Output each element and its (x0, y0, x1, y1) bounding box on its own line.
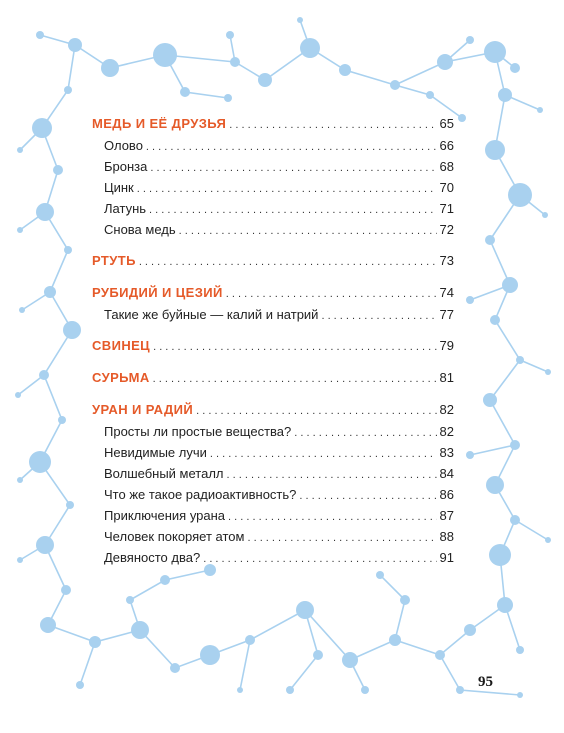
toc-item-entry (92, 445, 454, 466)
toc-item-page: 77 (439, 307, 454, 322)
toc-item-title: Латунь (104, 201, 147, 216)
dot-leader (247, 532, 436, 544)
toc-item-entry (92, 529, 454, 550)
toc-item-title: Человек покоряет атом (104, 529, 245, 544)
toc-section-title: МЕДЬ И ЕЁ ДРУЗЬЯ (92, 116, 227, 131)
toc-section-entry (92, 370, 454, 392)
toc-item-entry (92, 550, 454, 571)
page-number: 95 (478, 674, 493, 690)
section-gap (92, 243, 454, 253)
toc-section-title: УРАН И РАДИЙ (92, 402, 194, 417)
dot-leader (179, 225, 437, 237)
toc-item-entry (92, 466, 454, 487)
dot-leader (139, 256, 437, 268)
toc-section-title: РТУТЬ (92, 253, 136, 268)
section-gap (92, 328, 454, 338)
toc-item-title: Невидимые лучи (104, 445, 207, 460)
toc-item-page: 82 (439, 424, 454, 439)
dot-leader (321, 310, 436, 322)
toc-item-title: Что же такое радиоактивность? (104, 487, 297, 502)
toc-item-title: Бронза (104, 159, 148, 174)
dot-leader (153, 341, 436, 353)
toc-section-entry (92, 285, 454, 307)
toc-item-page: 91 (439, 550, 454, 565)
toc-section-entry (92, 116, 454, 138)
toc-item-entry (92, 180, 454, 201)
toc-item-title: Приключения урана (104, 508, 226, 523)
toc-item-entry (92, 222, 454, 243)
dot-leader (137, 183, 437, 195)
toc-item-page: 71 (439, 201, 454, 216)
toc-item-page: 88 (439, 529, 454, 544)
dot-leader (153, 373, 437, 385)
toc-item-title: Просты ли простые вещества? (104, 424, 292, 439)
toc-section-page: 74 (439, 285, 454, 300)
dot-leader (299, 490, 436, 502)
toc-item-page: 70 (439, 180, 454, 195)
dot-leader (294, 427, 436, 439)
toc-item-entry (92, 424, 454, 445)
toc-item-title: Такие же буйные — калий и натрий (104, 307, 319, 322)
dot-leader (227, 469, 437, 481)
toc-item-title: Олово (104, 138, 143, 153)
toc-item-page: 72 (439, 222, 454, 237)
toc-section-page: 79 (439, 338, 454, 353)
toc-section-title: СВИНЕЦ (92, 338, 151, 353)
toc-item-title: Цинк (104, 180, 134, 195)
toc-item-title: Снова медь (104, 222, 176, 237)
toc-section-page: 82 (439, 402, 454, 417)
toc-item-title: Волшебный металл (104, 466, 224, 481)
section-gap (92, 392, 454, 402)
section-gap (92, 275, 454, 285)
toc-section-page: 81 (439, 370, 454, 385)
toc-section-entry (92, 338, 454, 360)
toc-item-page: 84 (439, 466, 454, 481)
toc-item-entry (92, 201, 454, 222)
toc-item-page: 83 (439, 445, 454, 460)
dot-leader (149, 204, 437, 216)
toc-item-page: 66 (439, 138, 454, 153)
toc-item-entry (92, 138, 454, 159)
toc-item-page: 87 (439, 508, 454, 523)
dot-leader (228, 511, 436, 523)
toc-section-entry (92, 253, 454, 275)
dot-leader (203, 553, 436, 565)
toc-item-page: 86 (439, 487, 454, 502)
toc-item-entry (92, 508, 454, 529)
dot-leader (226, 288, 437, 300)
toc-section-page: 65 (439, 116, 454, 131)
toc-item-entry (92, 307, 454, 328)
toc-section-page: 73 (439, 253, 454, 268)
dot-leader (150, 162, 436, 174)
table-of-contents (92, 116, 454, 571)
toc-section-title: СУРЬМА (92, 370, 150, 385)
toc-item-entry (92, 487, 454, 508)
dot-leader (229, 119, 436, 131)
section-gap (92, 360, 454, 370)
toc-item-page: 68 (439, 159, 454, 174)
dot-leader (210, 448, 437, 460)
dot-leader (196, 405, 436, 417)
toc-section-title: РУБИДИЙ И ЦЕЗИЙ (92, 285, 223, 300)
toc-section-entry (92, 402, 454, 424)
toc-item-title: Девяносто два? (104, 550, 201, 565)
dot-leader (146, 141, 437, 153)
toc-item-entry (92, 159, 454, 180)
